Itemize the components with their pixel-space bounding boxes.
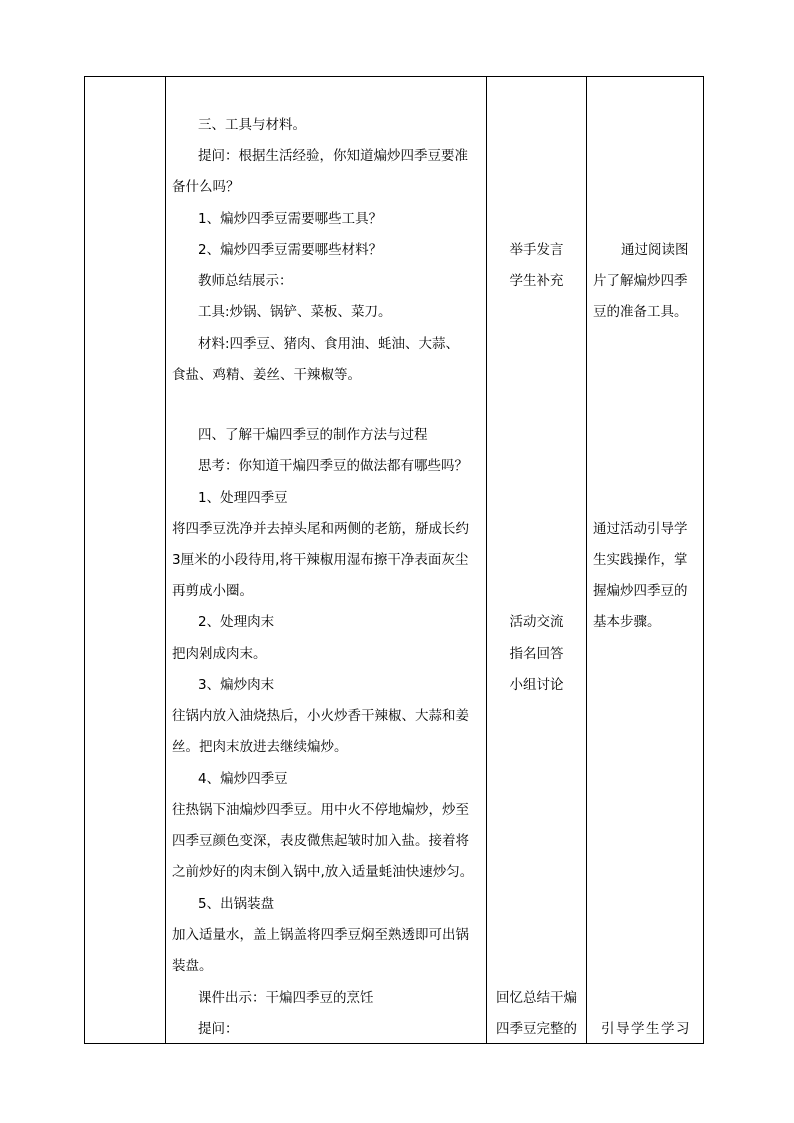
student-activity-text: 指名回答 [509, 646, 564, 662]
student-activity-cell [487, 77, 586, 1043]
design-intent-text: 基本步骤。 [593, 614, 661, 630]
design-intent-text: 握煸炒四季豆的 [593, 583, 688, 599]
question-line: 提问：根据生活经验，你知道煸炒四季豆要准 [198, 148, 468, 164]
student-activity-text: 举手发言 [509, 242, 564, 258]
step-text: 之前炒好的肉末倒入锅中,放入适量蚝油快速炒匀。 [172, 864, 474, 880]
student-activity-text: 小组讨论 [509, 677, 564, 693]
design-intent-text: 引导学生学习 [601, 1021, 691, 1037]
design-intent-text: 通过阅读图 [621, 242, 689, 258]
question-line: 备什么吗？ [172, 179, 240, 195]
teacher-activity-cell [166, 77, 486, 1043]
step-text: 再剪成小圈。 [172, 583, 253, 599]
design-intent-cell [587, 77, 703, 1043]
stage-cell [85, 77, 165, 1043]
step-title: 3、煸炒肉末 [198, 677, 275, 693]
step-text: 往热锅下油煸炒四季豆。用中火不停地煸炒，炒至 [172, 802, 469, 818]
student-activity-text: 回忆总结干煸 [496, 990, 577, 1006]
think-line: 思考：你知道干煸四季豆的做法都有哪些吗？ [198, 458, 468, 474]
step-text: 加入适量水，盖上锅盖将四季豆焖至熟透即可出锅 [172, 927, 469, 943]
materials-line: 材料:四季豆、猪肉、食用油、蚝油、大蒜、 [198, 336, 460, 352]
section3-title: 三、工具与材料。 [198, 117, 306, 133]
student-activity-text: 活动交流 [509, 614, 564, 630]
courseware-line: 课件出示：干煸四季豆的烹饪 [198, 990, 374, 1006]
design-intent-text: 片了解煸炒四季 [593, 273, 688, 289]
section4-title: 四、了解干煸四季豆的制作方法与过程 [198, 427, 428, 443]
question-item: 2、煸炒四季豆需要哪些材料？ [198, 242, 383, 258]
step-title: 5、出锅装盘 [198, 896, 275, 912]
ask-line: 提问： [198, 1021, 239, 1037]
step-text: 往锅内放入油烧热后，小火炒香干辣椒、大蒜和姜 [172, 708, 469, 724]
step-title: 2、处理肉末 [198, 614, 275, 630]
step-text: 四季豆颜色变深，表皮微焦起皱时加入盐。接着将 [172, 833, 469, 849]
step-text: 3厘米的小段待用,将干辣椒用湿布擦干净表面灰尘 [172, 552, 469, 568]
step-title: 4、煸炒四季豆 [198, 771, 288, 787]
student-activity-text: 四季豆完整的 [496, 1021, 577, 1037]
student-activity-text: 学生补充 [509, 273, 564, 289]
design-intent-text: 通过活动引导学 [593, 521, 688, 537]
step-text: 装盘。 [172, 958, 213, 974]
design-intent-text: 豆的准备工具。 [593, 304, 688, 320]
step-text: 把肉剁成肉末。 [172, 646, 267, 662]
question-item: 1、煸炒四季豆需要哪些工具？ [198, 211, 383, 227]
teacher-summary: 教师总结展示： [198, 273, 293, 289]
step-text: 丝。把肉末放进去继续煸炒。 [172, 739, 348, 755]
tools-line: 工具:炒锅、锅铲、菜板、菜刀。 [198, 304, 392, 320]
materials-line: 食盐、鸡精、姜丝、干辣椒等。 [172, 367, 361, 383]
step-title: 1、处理四季豆 [198, 490, 288, 506]
design-intent-text: 生实践操作，掌 [593, 552, 688, 568]
lesson-table [84, 76, 704, 1044]
step-text: 将四季豆洗净并去掉头尾和两侧的老筋，掰成长约 [172, 521, 469, 537]
